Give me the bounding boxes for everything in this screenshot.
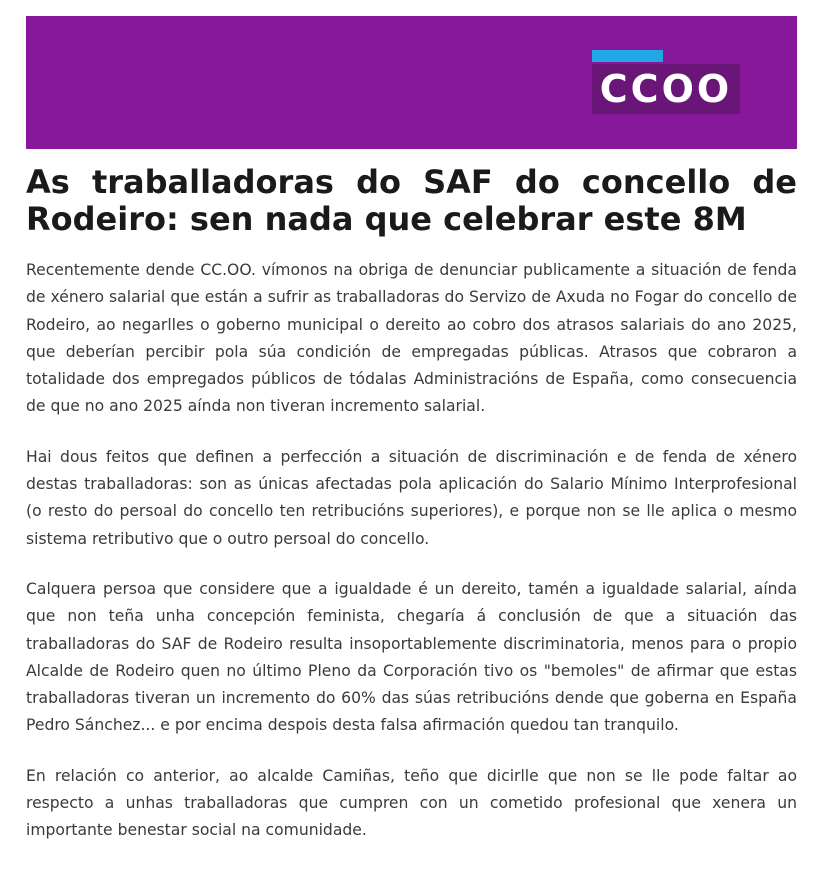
logo-text: CCOO <box>599 67 733 111</box>
logo-box <box>592 64 740 114</box>
article-paragraph: Recentemente dende CC.OO. vímonos na obriga de denunciar publicamente a situación de fenda de xénero salarial que están a sufrir as traballadoras do Servizo de Axuda no Fogar do concello de Rodeiro, ao negarlles o goberno municipal o dereito ao cobro dos atrasos salariais do ano 2025, que deberían percibir pola súa condición de empregadas públicas. Atrasos que cobraron a totalidade dos empregados públicos de tódalas Administracións de España, como consecuencia de que no ano 2025 aínda non tiveran incremento salarial. <box>26 261 797 416</box>
logo-accent-bar <box>592 50 663 62</box>
article-paragraph: En relación co anterior, ao alcalde Camiñas, teño que dicirlle que non se lle pode faltar ao respecto a unhas traballadoras que cumpren con un cometido profesional que xenera un importante benestar social na comunidade. <box>26 766 797 840</box>
article-paragraph: Calquera persoa que considere que a igualdade é un dereito, tamén a igualdade salarial, aínda que non teña unha concepción feminista, chegaría á conclusión de que a situación das traballadoras do SAF de Rodeiro resulta insoportablemente discriminatoria, menos para o propio Alcalde de Rodeiro quen no último Pleno da Corporación tivo os "bemoles" de afirmar que estas traballadoras tiveran un incremento do 60% das súas retribucións dende que goberna en España Pedro Sánchez... e por encima despois desta falsa afirmación quedou tan tranquilo. <box>26 579 797 735</box>
article-paragraph: Hai dous feitos que definen a perfección a situación de discriminación e de fenda de xénero destas traballadoras: son as únicas afectadas pola aplicación do Salario Mínimo Interprofesional (o resto do persoal do concello ten retribucións superiores), e porque non se lle aplica o mesmo sistema retributivo que o outro persoal do concello. <box>26 447 797 548</box>
header-banner <box>26 16 797 149</box>
article-body <box>26 257 797 868</box>
article-title: As traballadoras do SAF do concello de Rodeiro: sen nada que celebrar este 8M <box>26 163 797 238</box>
ccoo-logo[interactable] <box>592 50 740 114</box>
